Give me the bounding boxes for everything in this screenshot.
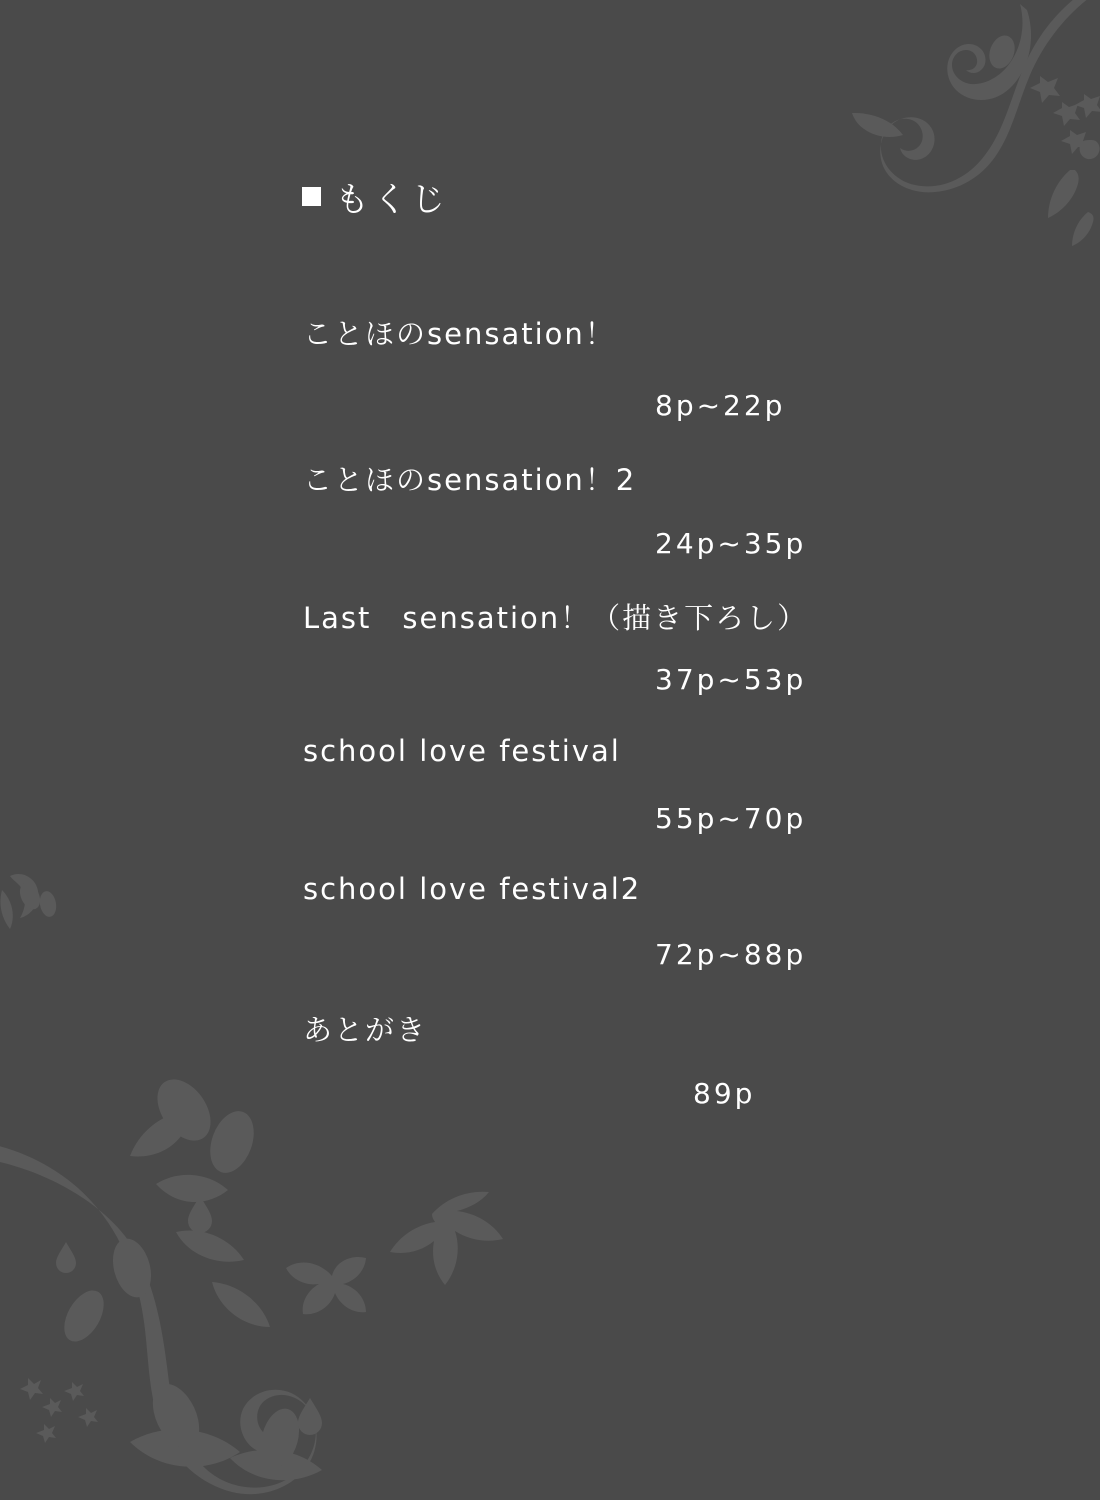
toc-entry-title-4[interactable]: school love festival — [303, 734, 621, 768]
toc-entry-title-3[interactable]: Last sensation！（描き下ろし） — [303, 601, 809, 635]
filled-square-icon — [302, 187, 321, 206]
toc-entry-pages-2: 24p~35p — [655, 527, 807, 560]
page-title — [302, 172, 449, 221]
page-title-label: もくじ — [335, 180, 449, 220]
toc-entry-title-6[interactable]: あとがき — [303, 1013, 428, 1047]
toc-entry-title-5[interactable]: school love festival2 — [303, 872, 642, 906]
toc-entry-pages-4: 55p~70p — [655, 802, 807, 835]
toc-entry-title-2[interactable]: ことほのsensation！2 — [303, 463, 637, 497]
toc-entry-pages-1: 8p~22p — [655, 389, 786, 422]
toc-entry-title-1[interactable]: ことほのsensation！ — [303, 317, 616, 351]
toc-entry-pages-5: 72p~88p — [655, 938, 807, 971]
toc-entry-pages-6: 89p — [693, 1077, 756, 1110]
toc-entry-pages-3: 37p~53p — [655, 663, 807, 696]
